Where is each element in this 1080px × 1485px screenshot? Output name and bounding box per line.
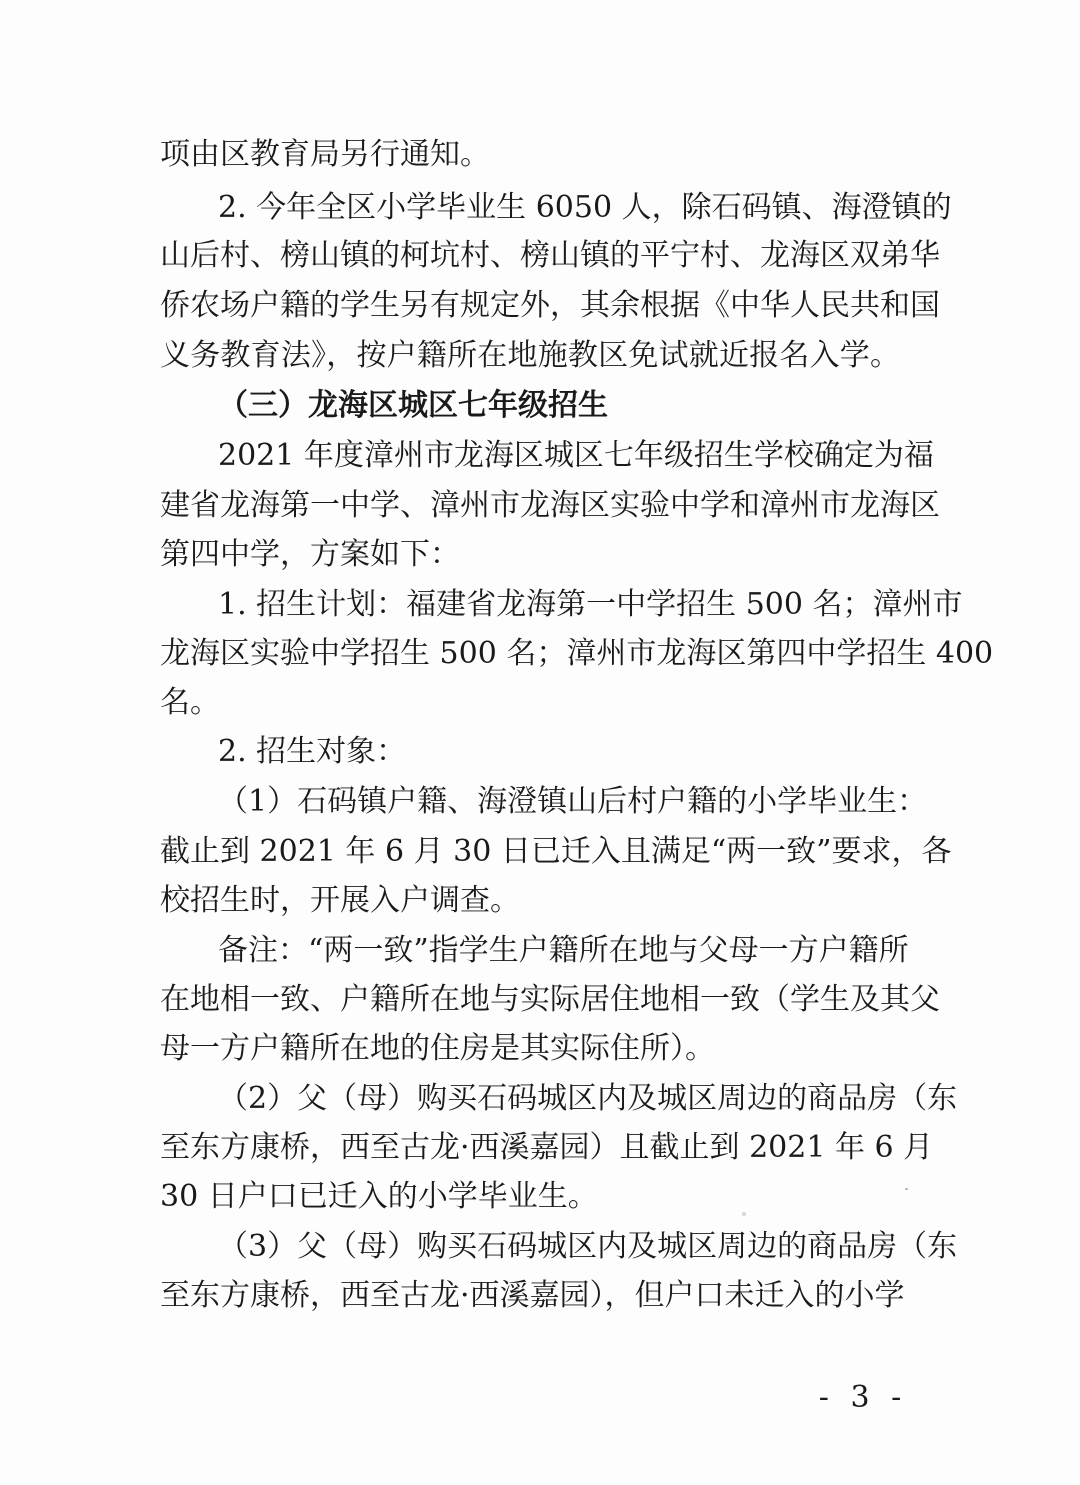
text-line: 名。 bbox=[160, 685, 220, 720]
text-line: 侨农场户籍的学生另有规定外，其余根据《中华人民共和国 bbox=[160, 288, 940, 323]
text-line: 龙海区实验中学招生 500 名；漳州市龙海区第四中学招生 400 bbox=[160, 636, 994, 671]
text-line: （1）石码镇户籍、海澄镇山后村户籍的小学毕业生： bbox=[218, 784, 928, 819]
text-line: 2. 今年全区小学毕业生 6050 人，除石码镇、海澄镇的 bbox=[218, 190, 952, 225]
scan-speck bbox=[742, 1212, 746, 1216]
text-line: 第四中学，方案如下： bbox=[160, 537, 460, 572]
text-line: 项由区教育局另行通知。 bbox=[160, 137, 490, 172]
text-line: 截止到 2021 年 6 月 30 日已迁入且满足“两一致”要求，各 bbox=[160, 834, 952, 869]
text-line: 备注：“两一致”指学生户籍所在地与父母一方户籍所 bbox=[218, 933, 909, 968]
text-line: （3）父（母）购买石码城区内及城区周边的商品房（东 bbox=[218, 1229, 958, 1264]
text-line: （2）父（母）购买石码城区内及城区周边的商品房（东 bbox=[218, 1081, 958, 1116]
text-line: 至东方康桥，西至古龙·西溪嘉园），但户口未迁入的小学 bbox=[160, 1278, 905, 1313]
scan-speck bbox=[905, 1188, 908, 1190]
text-line: 30 日户口已迁入的小学毕业生。 bbox=[160, 1179, 598, 1214]
text-line: 在地相一致、户籍所在地与实际居住地相一致（学生及其父 bbox=[160, 982, 940, 1017]
text-line: 校招生时，开展入户调查。 bbox=[160, 883, 520, 918]
page-number: - 3 - bbox=[818, 1380, 908, 1415]
text-line: 义务教育法》，按户籍所在地施教区免试就近报名入学。 bbox=[160, 338, 900, 373]
text-line: 2. 招生对象： bbox=[218, 734, 407, 769]
text-line: 2021 年度漳州市龙海区城区七年级招生学校确定为福 bbox=[218, 438, 934, 473]
text-line: 建省龙海第一中学、漳州市龙海区实验中学和漳州市龙海区 bbox=[160, 488, 940, 523]
text-line: 山后村、榜山镇的柯坑村、榜山镇的平宁村、龙海区双弟华 bbox=[160, 238, 940, 273]
text-line: 1. 招生计划：福建省龙海第一中学招生 500 名；漳州市 bbox=[218, 587, 963, 622]
section-heading: （三）龙海区城区七年级招生 bbox=[218, 388, 608, 423]
text-line: 至东方康桥，西至古龙·西溪嘉园）且截止到 2021 年 6 月 bbox=[160, 1130, 934, 1165]
text-line: 母一方户籍所在地的住房是其实际住所）。 bbox=[160, 1031, 715, 1066]
